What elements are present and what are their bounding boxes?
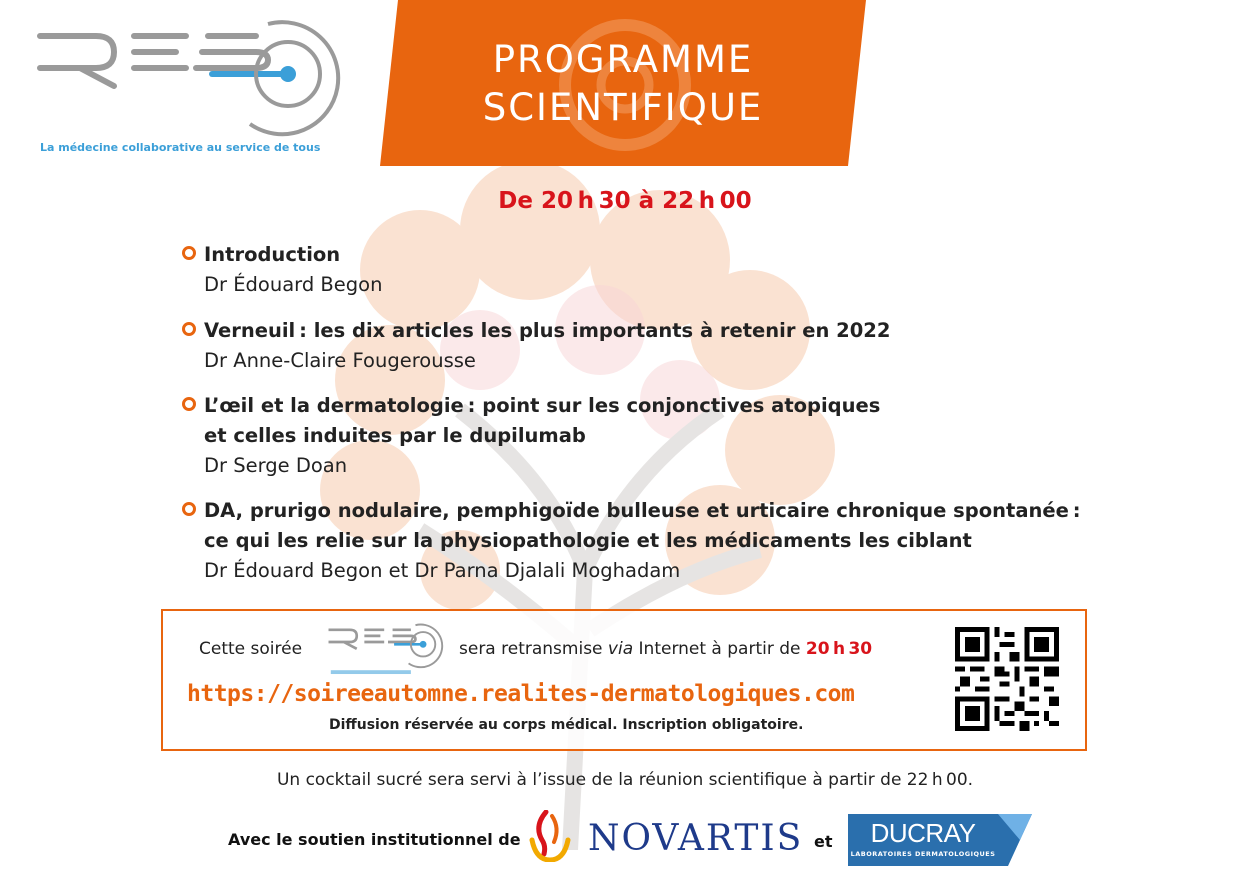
reso-logo [36,14,356,144]
reso-mini-logo [327,621,449,679]
cocktail-note: Un cocktail sucré sera servi à l’issue de la réunion scientifique à partir de 22 h 00. [276,770,974,790]
sponsor-and: et [814,832,833,851]
schedule-time: De 20 h 30 à 22 h 00 [498,188,752,214]
program-item-title-cont: ce qui les relie sur la physiopathologie et les médicaments les ciblant [204,529,972,552]
banner-title-line2: SCIENTIFIQUE [482,86,764,129]
sponsor-label: Avec le soutien institutionnel de [228,830,521,849]
bullet-icon [182,246,196,260]
logo-tagline: La médecine collaborative au service de tous [40,141,321,154]
bullet-icon [182,397,196,411]
broadcast-internet: Internet à partir de [638,639,801,659]
program-item-title: Verneuil : les dix articles les plus importants à retenir en 2022 [204,319,891,342]
program-item [182,391,880,481]
program-banner [380,0,866,166]
program-item [182,496,1081,586]
broadcast-prefix: Cette soirée [199,639,303,659]
ducray-name: DUCRAY [870,818,976,848]
bullet-icon [182,322,196,336]
novartis-flame-icon [526,810,572,862]
broadcast-text [459,639,872,659]
program-item [182,316,890,376]
program-item-speaker: Dr Anne-Claire Fougerousse [204,349,476,372]
banner-title-line1: PROGRAMME [492,38,754,81]
program-item [182,240,382,300]
novartis-logo: NOVARTIS [588,818,804,859]
program-item-title: DA, prurigo nodulaire, pemphigoïde bulleuse et urticaire chronique spontanée : [204,499,1081,522]
program-item-title-cont: et celles induites par le dupilumab [204,424,586,447]
broadcast-via: via [607,639,634,659]
broadcast-notice: Diffusion réservée au corps médical. Inscription obligatoire. [329,717,804,733]
program-item-speaker: Dr Serge Doan [204,454,348,477]
qr-code-icon[interactable] [955,627,1059,731]
broadcast-info-box [161,609,1087,751]
program-item-speaker: Dr Édouard Begon [204,273,383,296]
ducray-sub: LABORATOIRES DERMATOLOGIQUES [850,850,996,858]
ducray-logo [848,814,1032,866]
program-item-title: L’œil et la dermatologie : point sur les conjonctives atopiques [204,394,881,417]
program-item-speaker: Dr Édouard Begon et Dr Parna Djalali Moghadam [204,559,681,582]
broadcast-middle: sera retransmise [459,639,603,659]
registration-url-link[interactable]: https://soireeautomne.realites-dermatologiques.com [187,681,855,707]
program-item-title: Introduction [204,243,341,266]
bullet-icon [182,502,196,516]
broadcast-time: 20 h 30 [805,639,873,659]
